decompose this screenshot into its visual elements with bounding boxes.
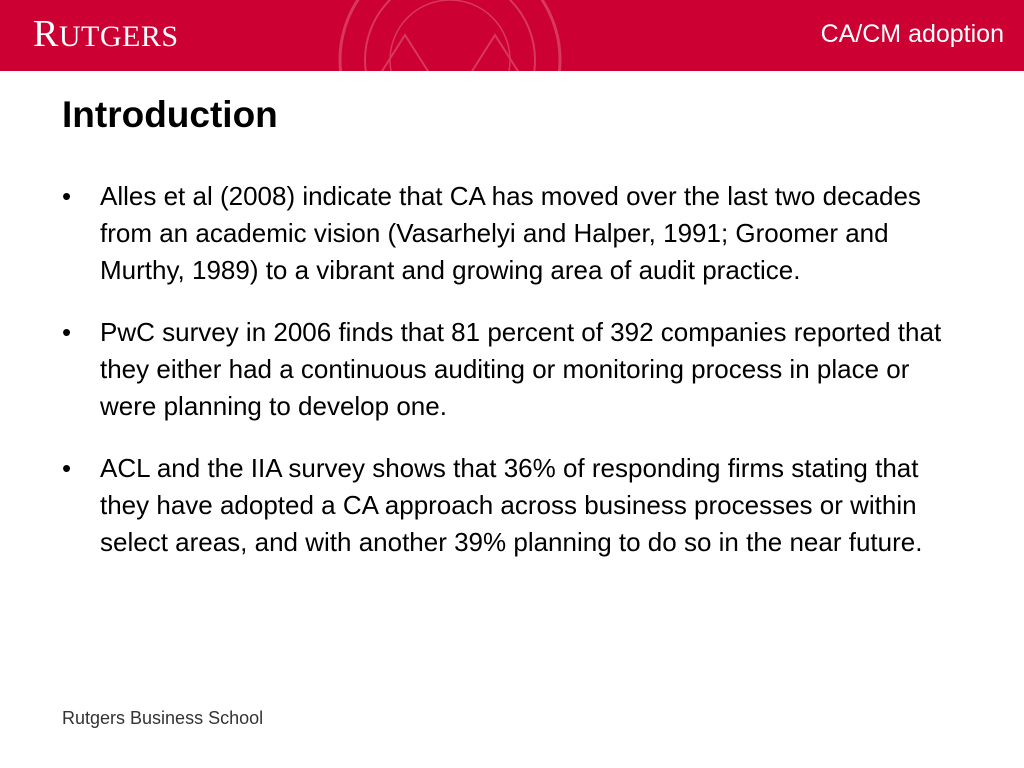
bullet-text: ACL and the IIA survey shows that 36% of responding firms stating that they have adopted a CA approach across business processes or within select areas, and with another 39% planning to do so in the near future. [100, 453, 923, 557]
bullet-list [62, 178, 972, 586]
header-bar [0, 0, 1024, 71]
footer-text: Rutgers Business School [62, 708, 264, 728]
bullet-text: PwC survey in 2006 finds that 81 percent of 392 companies reported that they either had a continuous auditing or monitoring process in place or were planning to develop one. [100, 317, 942, 421]
header-title: CA/CM adoption [820, 20, 1004, 48]
bullet-marker: • [62, 453, 72, 483]
university-seal-watermark [330, 0, 570, 71]
bullet-marker: • [62, 181, 72, 211]
bullet-item [62, 178, 972, 289]
bullet-item [62, 314, 972, 425]
bullet-marker: • [62, 317, 72, 347]
logo-rest: UTGERS [58, 20, 179, 53]
logo-first-letter: R [33, 13, 59, 55]
rutgers-logo [33, 11, 179, 60]
bullet-text: Alles et al (2008) indicate that CA has moved over the last two decades from an academic vision (Vasarhelyi and Halper, 1991; Groomer and Murthy, 1989) to a vibrant and growing area of audit practice. [100, 181, 921, 285]
bullet-item [62, 450, 972, 561]
page-title: Introduction [62, 94, 278, 135]
